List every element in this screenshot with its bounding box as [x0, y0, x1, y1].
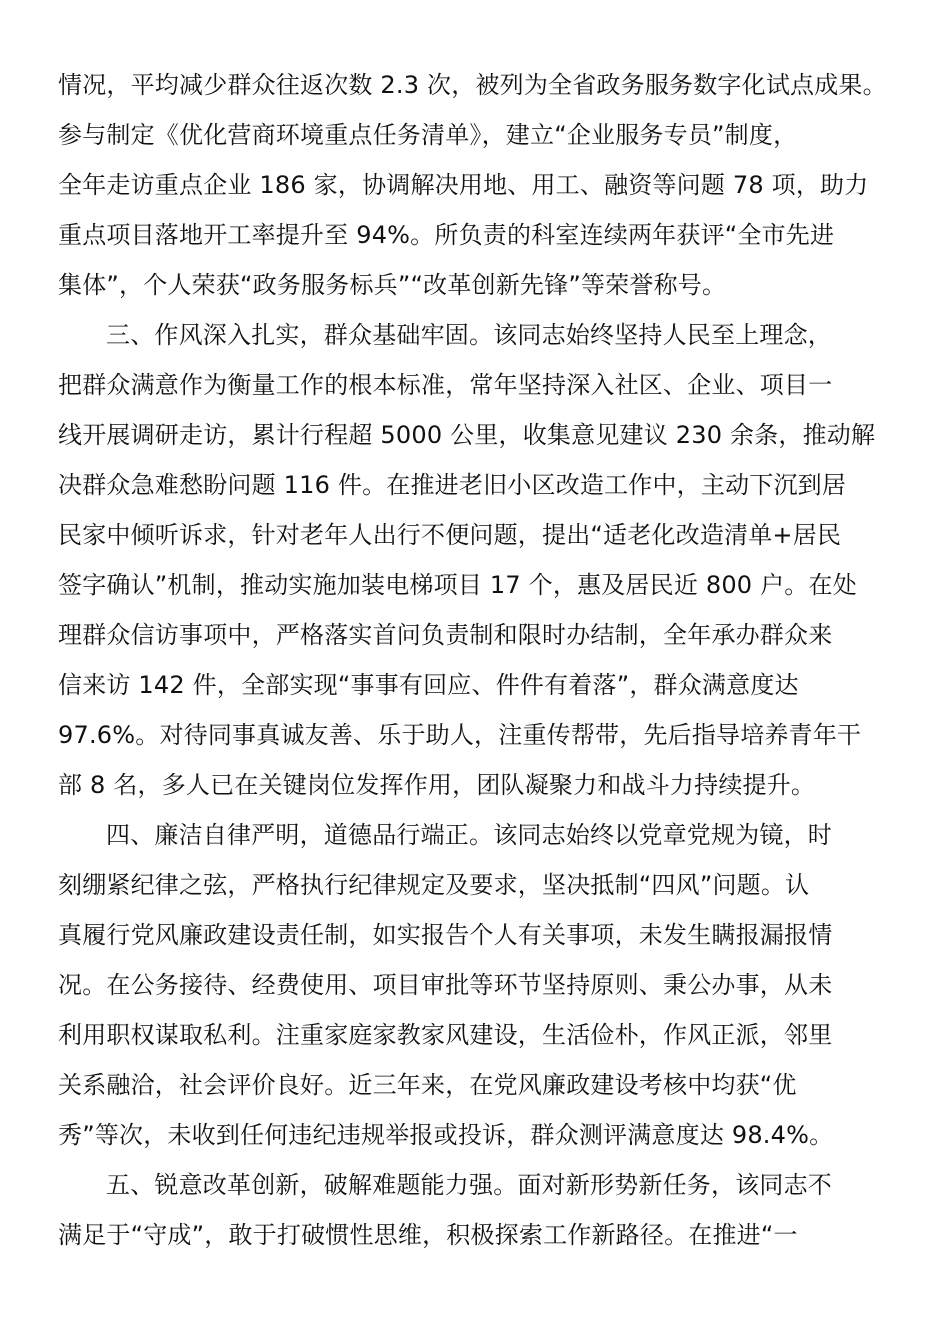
section-heading-line: 三、作风深入扎实，群众基础牢固。该同志始终坚持人民至上理念，: [106, 321, 832, 349]
text-line: 刻绷紧纪律之弦，严格执行纪律规定及要求，坚决抵制“四风”问题。认: [58, 871, 810, 899]
text-line: 况。在公务接待、经费使用、项目审批等环节坚持原则、秉公办事，从未: [58, 971, 833, 999]
text-line: 签字确认”机制，推动实施加装电梯项目 17 个，惠及居民近 800 户。在处: [58, 571, 857, 599]
document-body: [58, 60, 894, 1260]
text-line: 决群众急难愁盼问题 116 件。在推进老旧小区改造工作中，主动下沉到居: [58, 471, 847, 499]
section-heading-line: 五、锐意改革创新，破解难题能力强。面对新形势新任务，该同志不: [106, 1171, 832, 1199]
text-line: 理群众信访事项中，严格落实首问负责制和限时办结制，全年承办群众来: [58, 621, 833, 649]
text-line: 关系融洽，社会评价良好。近三年来，在党风廉政建设考核中均获“优: [58, 1071, 797, 1099]
text-line: 信来访 142 件，全部实现“事事有回应、件件有着落”，群众满意度达: [58, 671, 799, 699]
text-line: 把群众满意作为衡量工作的根本标准，常年坚持深入社区、企业、项目一: [58, 371, 833, 399]
text-line: 利用职权谋取私利。注重家庭家教家风建设，生活俭朴，作风正派，邻里: [58, 1021, 833, 1049]
section-heading-line: 四、廉洁自律严明，道德品行端正。该同志始终以党章党规为镜，时: [106, 821, 832, 849]
text-line: 秀”等次，未收到任何违纪违规举报或投诉，群众测评满意度达 98.4%。: [58, 1121, 834, 1149]
text-line: 部 8 名，多人已在关键岗位发挥作用，团队凝聚力和战斗力持续提升。: [58, 771, 816, 799]
text-line: 线开展调研走访，累计行程超 5000 公里，收集意见建议 230 余条，推动解: [58, 421, 876, 449]
text-line: 集体”，个人荣获“政务服务标兵”“改革创新先锋”等荣誉称号。: [58, 271, 727, 299]
text-line: 真履行党风廉政建设责任制，如实报告个人有关事项，未发生瞒报漏报情: [58, 921, 833, 949]
text-line: 重点项目落地开工率提升至 94%。所负责的科室连续两年获评“全市先进: [58, 221, 835, 249]
text-line: 参与制定《优化营商环境重点任务清单》，建立“企业服务专员”制度，: [58, 121, 798, 149]
text-line: 民家中倾听诉求，针对老年人出行不便问题，提出“适老化改造清单+居民: [58, 521, 842, 549]
text-line: 情况，平均减少群众往返次数 2.3 次，被列为全省政务服务数字化试点成果。: [58, 71, 887, 99]
text-line: 97.6%。对待同事真诚友善、乐于助人，注重传帮带，先后指导培养青年干: [58, 721, 862, 749]
text-line: 满足于“守成”，敢于打破惯性思维，积极探索工作新路径。在推进“一: [58, 1221, 798, 1249]
text-line: 全年走访重点企业 186 家，协调解决用地、用工、融资等问题 78 项，助力: [58, 171, 869, 199]
